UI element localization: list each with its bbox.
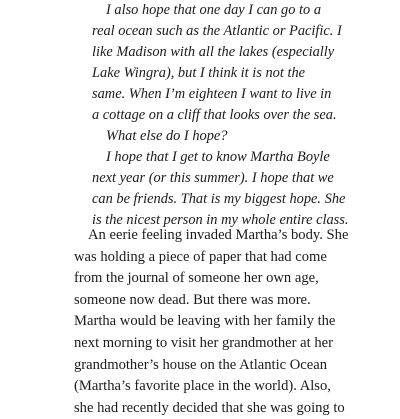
journal-line: same. When I’m eighteen I want to live in (92, 86, 332, 102)
journal-line: real ocean such as the Atlantic or Pacific. I (92, 23, 342, 39)
narrative-line: Martha would be leaving with her family the (74, 313, 336, 330)
journal-line: next year (or this summer). I hope that we (92, 170, 334, 186)
journal-line: What else do I hope? (106, 128, 228, 144)
narrative-paragraph (74, 225, 392, 419)
journal-line: a cottage on a cliff that looks over the sea. (92, 107, 337, 123)
narrative-line: was holding a piece of paper that had come (74, 248, 327, 265)
journal-line: is the nicest person in my whole entire class. (92, 212, 349, 228)
journal-line: Lake Wingra), but I think it is not the (92, 65, 306, 81)
narrative-line: she had recently decided that she was going to (74, 399, 345, 416)
narrative-line: An eerie feeling invaded Martha’s body. She (88, 227, 349, 243)
narrative-line: (Martha’s favorite place in the world). Also, (74, 378, 331, 395)
journal-line: I also hope that one day I can go to a (106, 2, 322, 18)
narrative-line: someone now dead. But there was more. (74, 291, 311, 308)
journal-line: I hope that I get to know Martha Boyle (106, 149, 330, 165)
narrative-line: from the journal of someone her own age, (74, 270, 319, 287)
narrative-line: next morning to visit her grandmother at her (74, 334, 333, 351)
narrative-line: grandmother’s house on the Atlantic Ocean (74, 356, 328, 373)
journal-line: like Madison with all the lakes (especially (92, 44, 335, 60)
journal-excerpt (92, 0, 392, 231)
journal-line: can be friends. That is my biggest hope. She (92, 191, 346, 207)
